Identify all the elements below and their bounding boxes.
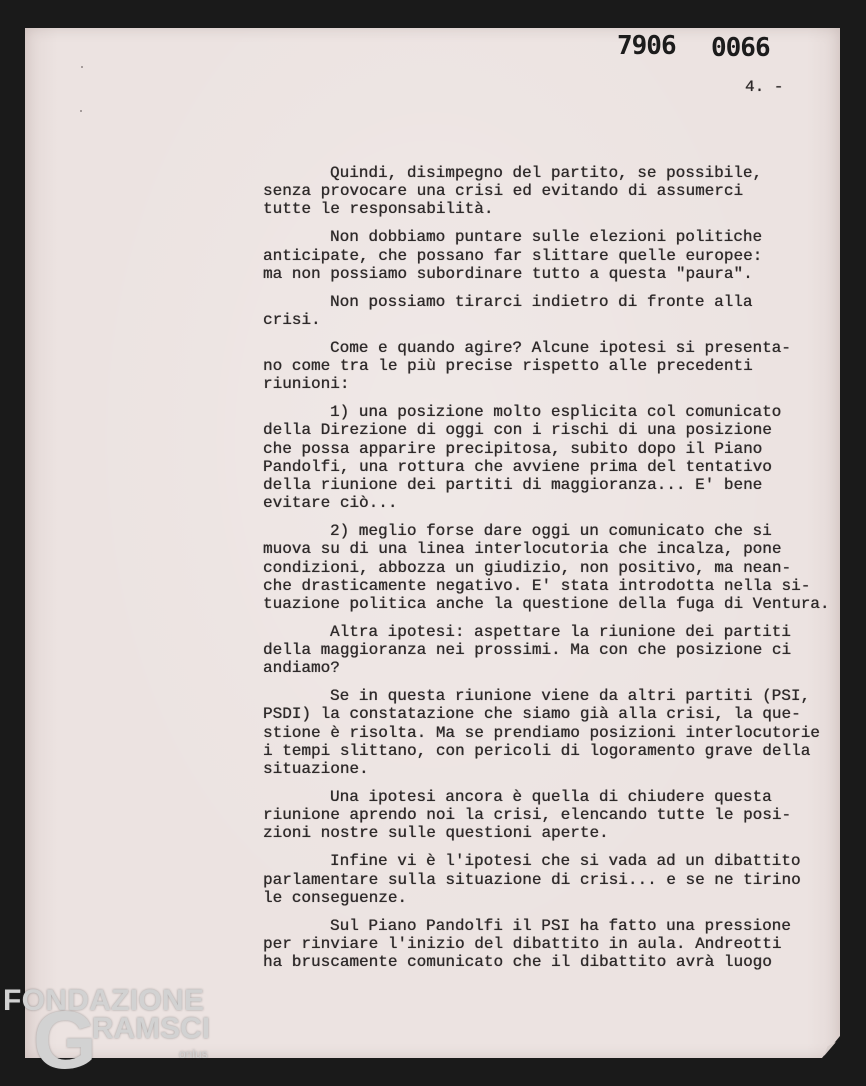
- paragraph: [263, 293, 838, 329]
- archive-stamp-number-left: 7906: [617, 31, 676, 61]
- text-line: Quindi, disimpegno del partito, se possibile,: [330, 164, 763, 182]
- text-line: no come tra le più precise rispetto alle precedenti: [263, 357, 753, 376]
- text-line: stione è risolta. Ma se prendiamo posizioni interlocutorie: [263, 723, 820, 742]
- paragraph: [263, 339, 838, 394]
- text-line: Sul Piano Pandolfi il PSI ha fatto una pressione: [330, 916, 791, 935]
- watermark-line-gramsci: GRAMSCI: [33, 995, 211, 1086]
- paragraph: [263, 788, 838, 843]
- text-line: riunione aprendo noi la crisi, elencando tutte le posi-: [263, 806, 792, 825]
- text-line: PSDI) la constatazione che siamo già alla crisi, la que-: [263, 705, 801, 724]
- paragraph: [263, 164, 838, 219]
- text-line: condizioni, abbozza un giudizio, non positivo, ma nean-: [263, 558, 792, 577]
- paragraph: [263, 852, 838, 907]
- text-line: zioni nostre sulle questioni aperte.: [263, 824, 609, 843]
- text-line: della Direzione di oggi con i rischi di una posizione: [263, 421, 772, 440]
- paragraph: [263, 228, 838, 283]
- text-line: Infine vi è l'ipotesi che si vada ad un dibattito: [330, 852, 801, 871]
- text-line: Non dobbiamo puntare sulle elezioni politiche: [330, 228, 763, 247]
- document-body: [263, 164, 838, 971]
- paragraph: [263, 687, 838, 778]
- text-line: evitare ciò...: [263, 494, 398, 513]
- text-line: 1) una posizione molto esplicita col comunicato: [330, 403, 782, 422]
- archive-stamp-number-right: 0066: [711, 33, 770, 63]
- text-line: i tempi slittano, con pericoli di logoramento grave della: [263, 741, 811, 760]
- paragraph: [263, 623, 838, 678]
- paragraph: [263, 917, 838, 972]
- text-line: della maggioranza nei prossimi. Ma con che posizione ci: [263, 641, 792, 660]
- text-line: senza provocare una crisi ed evitando di assumerci: [263, 182, 744, 201]
- text-line: tutte le responsabilità.: [263, 200, 494, 219]
- text-line: che drasticamente negativo. E' stata introdotta nella si-: [263, 576, 811, 595]
- text-line: Come e quando agire? Alcune ipotesi si presenta-: [330, 338, 791, 357]
- paper-speck: [81, 66, 83, 68]
- paragraph: [263, 522, 838, 613]
- text-line: Pandolfi, una rottura che avviene prima del tentativo: [263, 457, 772, 476]
- text-line: tuazione politica anche la questione della fuga di Ventura.: [263, 594, 830, 613]
- text-line: per rinviare l'inizio del dibattito in aula. Andreotti: [263, 934, 782, 953]
- text-line: della riunione dei partiti di maggioranza... E' bene: [263, 476, 763, 494]
- paragraph: [263, 403, 838, 512]
- text-line: 2) meglio forse dare oggi un comunicato che si: [330, 522, 772, 541]
- text-line: ma non possiamo subordinare tutto a questa "paura".: [263, 264, 753, 283]
- text-line: anticipate, che possano far slittare quelle europee:: [263, 246, 763, 265]
- text-line: Se in questa riunione viene da altri partiti (PSI,: [330, 687, 811, 706]
- text-line: che possa apparire precipitosa, subito dopo il Piano: [263, 439, 763, 458]
- page-number: 4. -: [745, 78, 784, 96]
- paper-speck: [80, 110, 82, 112]
- text-line: crisi.: [263, 310, 321, 329]
- document-page: [25, 28, 840, 1058]
- watermark-suffix: onlus: [179, 1047, 208, 1061]
- watermark-line-fondazione: FONDAZIONE: [3, 984, 205, 1017]
- text-line: andiamo?: [263, 659, 340, 678]
- text-line: le conseguenze.: [263, 888, 408, 907]
- text-line: parlamentare sulla situazione di crisi... e se ne tirino: [263, 870, 801, 889]
- text-line: ha bruscamente comunicato che il dibattito avrà luogo: [263, 953, 772, 972]
- text-line: riunioni:: [263, 375, 350, 394]
- text-line: situazione.: [263, 760, 369, 779]
- text-line: Una ipotesi ancora è quella di chiudere questa: [330, 788, 772, 806]
- text-line: Altra ipotesi: aspettare la riunione dei partiti: [330, 622, 791, 641]
- text-line: Non possiamo tirarci indietro di fronte alla: [330, 292, 753, 311]
- text-line: muova su di una linea interlocutoria che incalza, pone: [263, 540, 782, 559]
